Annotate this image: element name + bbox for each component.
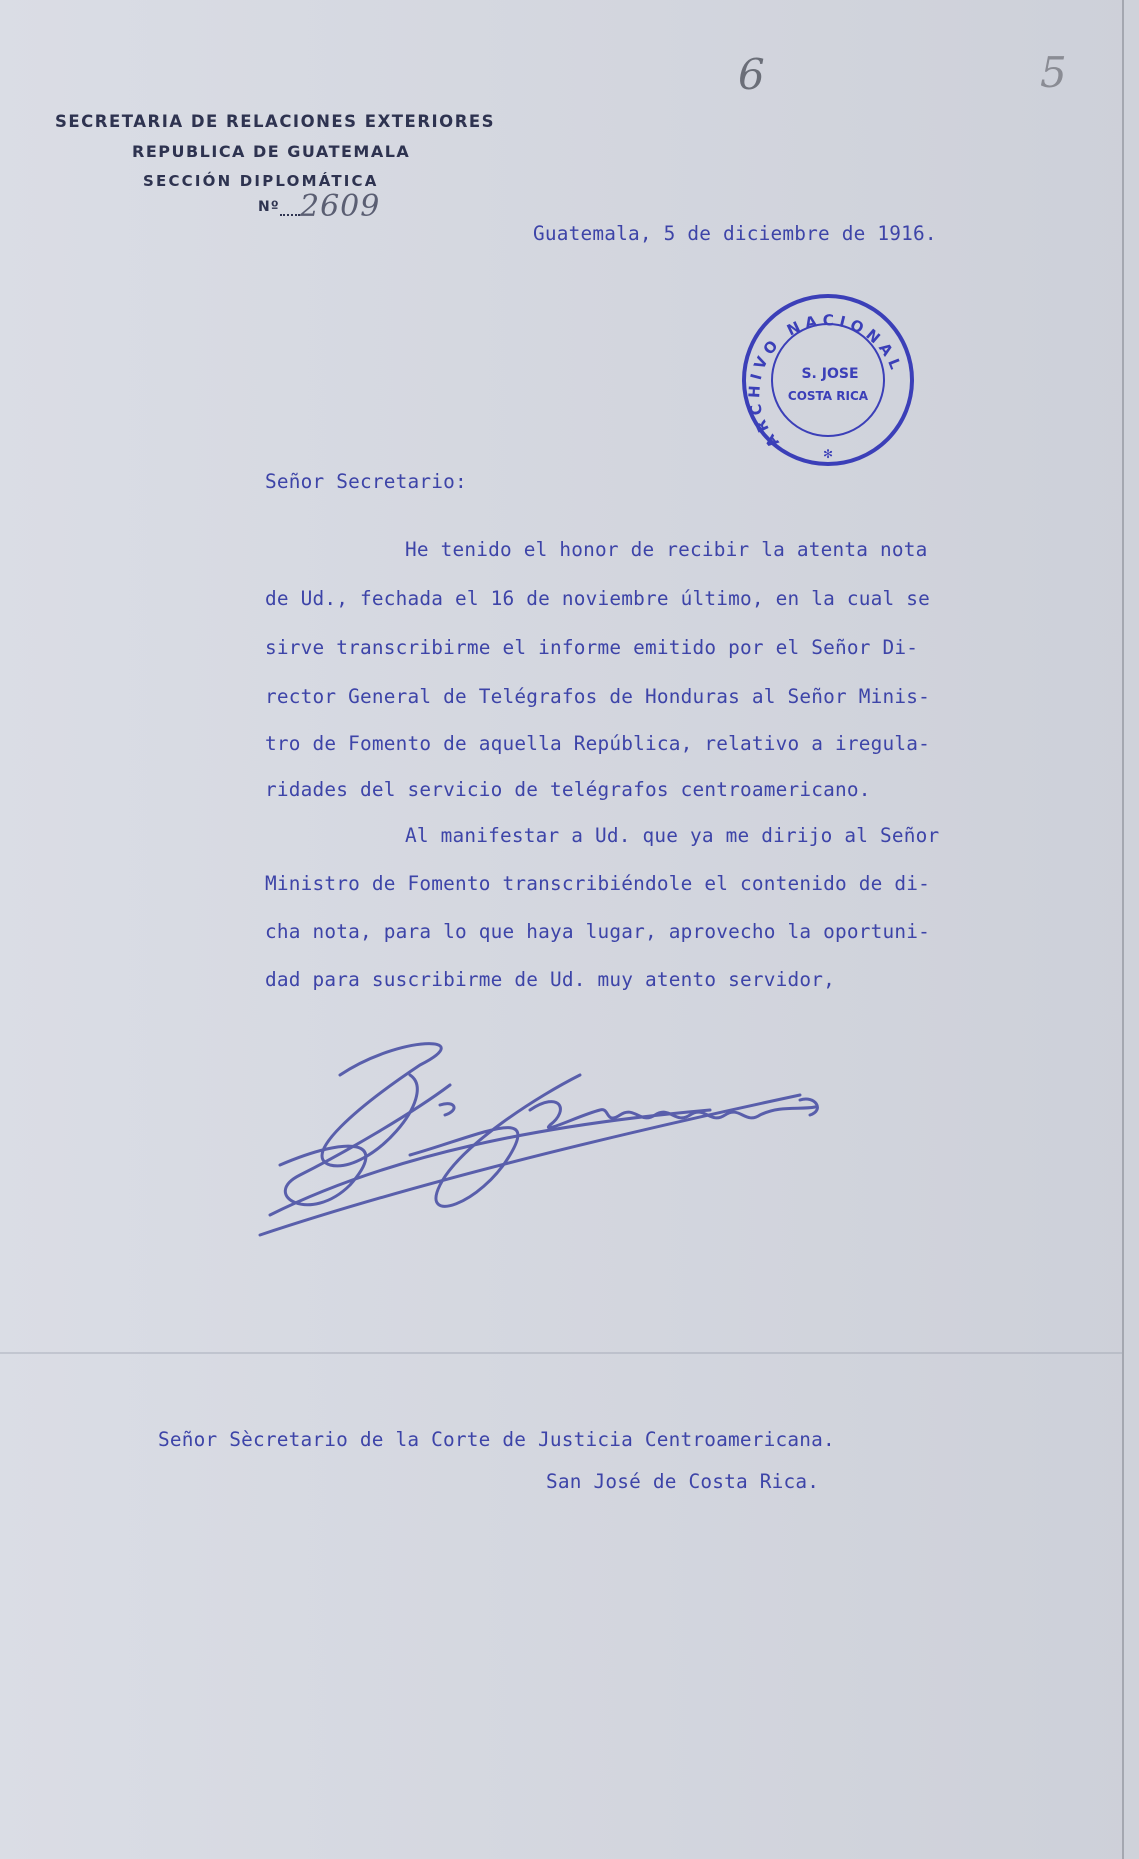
body-line: He tenido el honor de recibir la atenta nota <box>405 538 928 561</box>
body-line: de Ud., fechada el 16 de noviembre último, en la cual se <box>265 587 930 610</box>
letterhead-country: REPUBLICA DE GUATEMALA <box>132 142 411 161</box>
letterhead-section: SECCIÓN DIPLOMÁTICA <box>143 172 379 190</box>
letterhead-ministry: SECRETARIA DE RELACIONES EXTERIORES <box>55 112 496 131</box>
body-line: rector General de Telégrafos de Honduras al Señor Minis- <box>265 685 930 708</box>
stamp-center-line2: COSTA RICA <box>787 389 869 403</box>
letterhead-number-label: Nº <box>258 199 280 215</box>
number-dotted-line <box>280 214 300 216</box>
addressee-city: San José de Costa Rica. <box>546 1470 820 1493</box>
addressee-line1: Señor Sècretario de la Corte de Justicia Centroamericana. <box>158 1428 835 1451</box>
body-line: tro de Fomento de aquella República, relativo a iregula- <box>265 732 930 755</box>
paper-edge <box>1122 0 1139 1859</box>
handwritten-signature <box>240 1015 990 1255</box>
salutation: Señor Secretario: <box>265 470 467 493</box>
letterhead-number-value: 2609 <box>300 189 381 224</box>
stamp-ring-text: ARCHIVO NACIONAL <box>745 311 907 452</box>
body-line: cha nota, para lo que haya lugar, aprovecho la oportuni- <box>265 920 930 943</box>
body-line: ridades del servicio de telégrafos centroamericano. <box>265 778 871 801</box>
stamp-star-icon: ✻ <box>822 447 834 461</box>
body-line: Al manifestar a Ud. que ya me dirijo al Señor <box>405 824 940 847</box>
date-line: Guatemala, 5 de diciembre de 1916. <box>533 222 937 245</box>
body-line: Ministro de Fomento transcribiéndole el contenido de di- <box>265 872 930 895</box>
body-line: sirve transcribirme el informe emitido por el Señor Di- <box>265 636 919 659</box>
stamp-center-line1: S. JOSE <box>801 366 859 382</box>
body-line: dad para suscribirme de Ud. muy atento servidor, <box>265 968 835 991</box>
pencil-page-mark-left: 6 <box>738 50 765 99</box>
archive-stamp <box>740 292 916 468</box>
paper-fold <box>0 1352 1122 1354</box>
pencil-page-mark-right: 5 <box>1040 48 1067 97</box>
